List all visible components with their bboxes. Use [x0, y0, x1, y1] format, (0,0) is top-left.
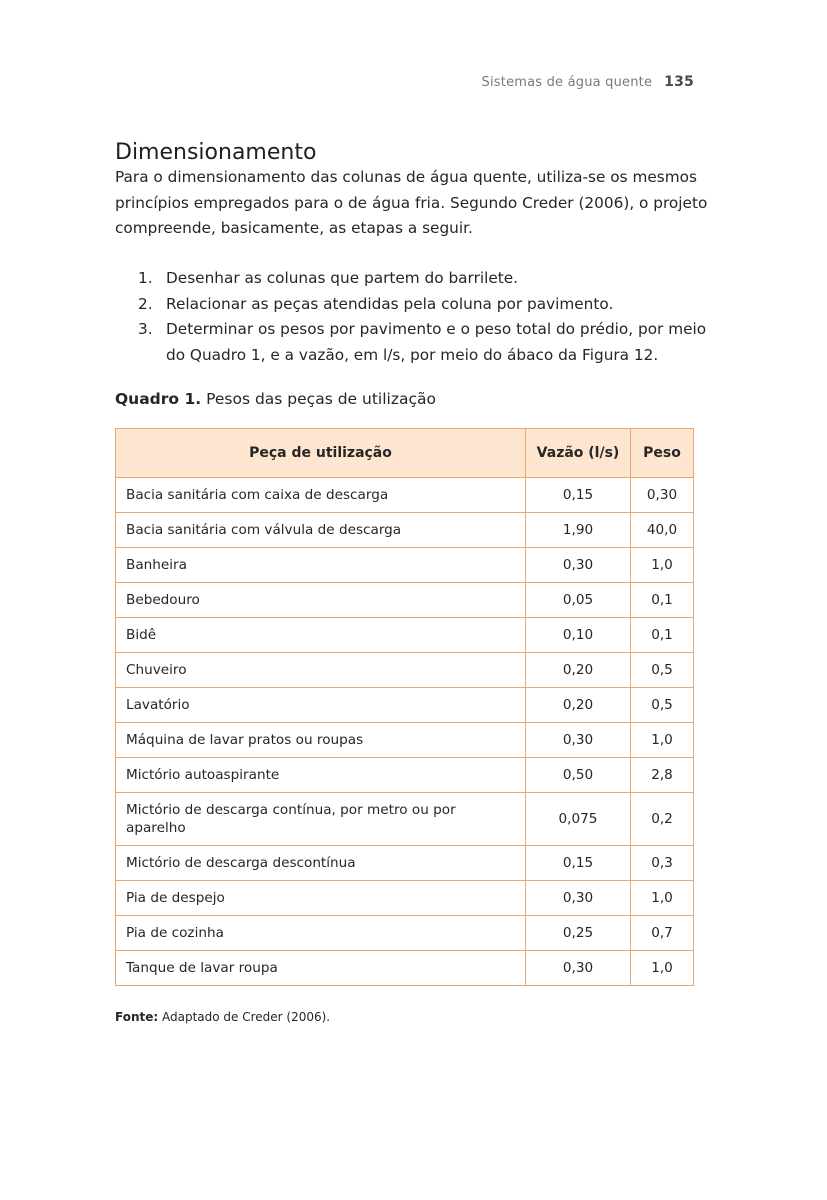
table-row [116, 548, 694, 583]
flow-cell: 0,30 [526, 723, 631, 758]
column-header: Peso [631, 429, 694, 478]
weight-cell: 0,3 [631, 846, 694, 881]
flow-cell: 0,05 [526, 583, 631, 618]
table-row [116, 951, 694, 986]
piece-cell: Chuveiro [116, 653, 526, 688]
piece-cell: Máquina de lavar pratos ou roupas [116, 723, 526, 758]
list-line: Relacionar as peças atendidas pela coluna por pavimento. [166, 294, 614, 313]
intro-line: compreende, basicamente, as etapas a seguir. [115, 219, 473, 237]
caption-label: Quadro 1. [115, 390, 202, 408]
list-number: 1. [138, 269, 153, 287]
flow-cell: 0,50 [526, 758, 631, 793]
weight-cell: 0,2 [631, 793, 694, 846]
caption-text: Pesos das peças de utilização [201, 390, 436, 408]
flow-cell: 0,15 [526, 478, 631, 513]
steps-list [115, 266, 715, 368]
weight-cell: 40,0 [631, 513, 694, 548]
table-row [116, 583, 694, 618]
weight-cell: 0,5 [631, 653, 694, 688]
list-line: Desenhar as colunas que partem do barrilete. [166, 269, 519, 287]
weight-cell: 2,8 [631, 758, 694, 793]
table-row [116, 723, 694, 758]
weight-cell: 0,1 [631, 583, 694, 618]
table-row [116, 793, 694, 846]
flow-cell: 0,15 [526, 846, 631, 881]
table-row [116, 653, 694, 688]
piece-cell: Pia de despejo [116, 881, 526, 916]
flow-cell: 0,30 [526, 548, 631, 583]
piece-cell: Bebedouro [116, 583, 526, 618]
list-line: do Quadro 1, e a vazão, em l/s, por meio do ábaco da Figura 12. [166, 345, 659, 364]
table-header-row [116, 429, 694, 478]
piece-cell: Bacia sanitária com caixa de descarga [116, 478, 526, 513]
piece-cell: Mictório de descarga descontínua [116, 846, 526, 881]
piece-cell: Banheira [116, 548, 526, 583]
piece-cell: Mictório autoaspirante [116, 758, 526, 793]
flow-cell: 1,90 [526, 513, 631, 548]
flow-cell: 0,30 [526, 951, 631, 986]
table-row [116, 513, 694, 548]
flow-cell: 0,30 [526, 881, 631, 916]
weight-cell: 1,0 [631, 881, 694, 916]
source-label: Fonte: [115, 1010, 159, 1024]
list-item [115, 317, 715, 368]
table-caption [115, 390, 436, 408]
weight-cell: 1,0 [631, 951, 694, 986]
flow-cell: 0,10 [526, 618, 631, 653]
weight-cell: 0,30 [631, 478, 694, 513]
piece-cell: Lavatório [116, 688, 526, 723]
flow-cell: 0,25 [526, 916, 631, 951]
table-row [116, 916, 694, 951]
list-line: Determinar os pesos por pavimento e o peso total do prédio, por meio [166, 320, 707, 338]
weight-cell: 1,0 [631, 723, 694, 758]
piece-cell: Bidê [116, 618, 526, 653]
weight-cell: 1,0 [631, 548, 694, 583]
table-row [116, 758, 694, 793]
running-header [482, 74, 694, 90]
page-number: 135 [664, 74, 694, 90]
weights-table [115, 428, 694, 986]
intro-paragraph [115, 165, 715, 242]
table-row [116, 618, 694, 653]
weight-cell: 0,5 [631, 688, 694, 723]
piece-cell: Tanque de lavar roupa [116, 951, 526, 986]
list-number: 2. [138, 294, 153, 313]
weight-cell: 0,7 [631, 916, 694, 951]
flow-cell: 0,20 [526, 653, 631, 688]
weight-cell: 0,1 [631, 618, 694, 653]
running-title: Sistemas de água quente [481, 75, 653, 90]
column-header: Vazão (l/s) [526, 429, 631, 478]
list-item [115, 266, 715, 292]
piece-cell: Mictório de descarga contínua, por metro ou por aparelho [116, 793, 526, 846]
piece-cell: Bacia sanitária com válvula de descarga [116, 513, 526, 548]
section-title: Dimensionamento [115, 140, 317, 166]
intro-line: Para o dimensionamento das colunas de água quente, utiliza-se os mesmos [115, 168, 697, 186]
table-row [116, 688, 694, 723]
source-text: Adaptado de Creder (2006). [158, 1010, 331, 1024]
piece-cell: Pia de cozinha [116, 916, 526, 951]
table-row [116, 846, 694, 881]
flow-cell: 0,075 [526, 793, 631, 846]
table-row [116, 881, 694, 916]
flow-cell: 0,20 [526, 688, 631, 723]
list-number: 3. [138, 320, 153, 338]
table-row [116, 478, 694, 513]
table-source [115, 1010, 330, 1024]
list-item [115, 292, 715, 318]
intro-line: princípios empregados para o de água fria. Segundo Creder (2006), o projeto [115, 193, 708, 212]
column-header: Peça de utilização [116, 429, 526, 478]
